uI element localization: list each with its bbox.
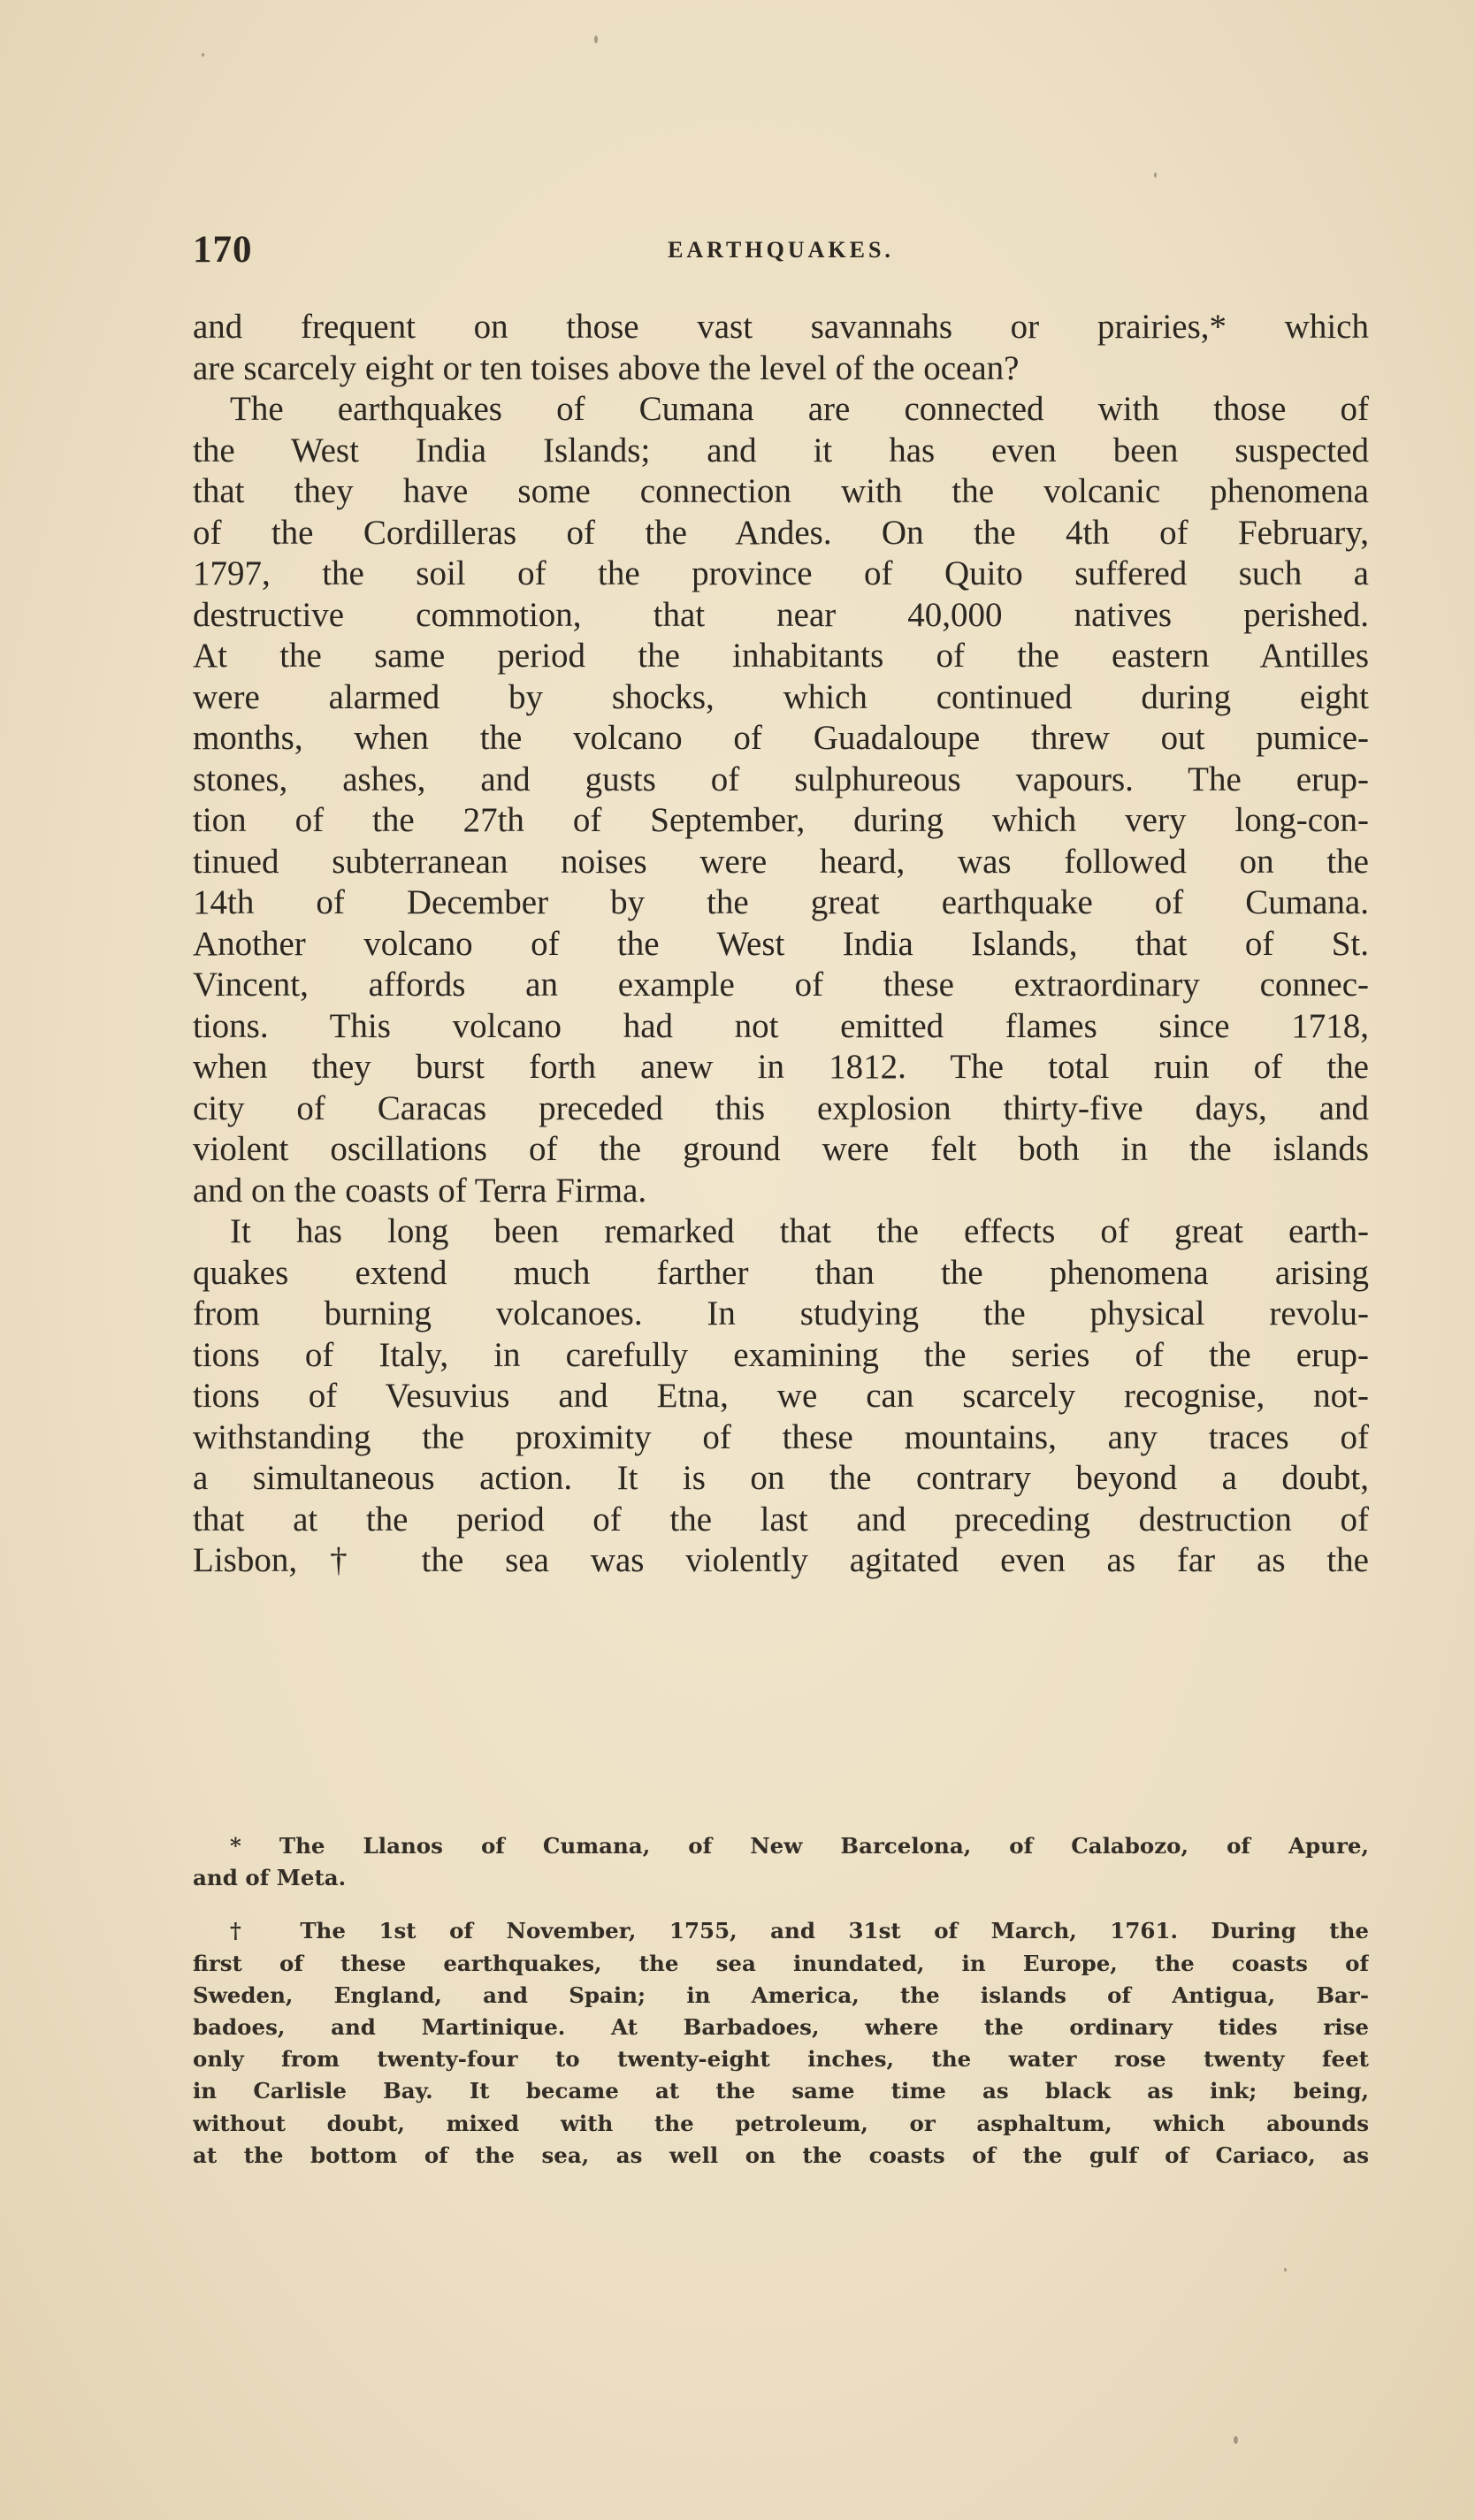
text-line: tions of Vesuvius and Etna, we can scarcely recognise, not-: [193, 1377, 1369, 1415]
footnote-gap: [193, 1894, 1369, 1915]
footnote-line: † The 1st of November, 1755, and 31st of March, 1761. During the: [230, 1918, 1369, 1944]
text-line: tions of Italy, in carefully examining the series of the erup-: [193, 1335, 1369, 1374]
text-line: At the same period the inhabitants of the eastern Antilles: [193, 637, 1369, 675]
text-line: withstanding the proximity of these mountains, any traces of: [193, 1417, 1369, 1456]
text-line: the West India Islands; and it has even been suspected: [193, 431, 1369, 470]
text-line: Another volcano of the West India Islands, that of St.: [193, 924, 1369, 963]
footnote-line: * The Llanos of Cumana, of New Barcelona, of Calabozo, of Apure,: [230, 1833, 1369, 1859]
text-line: months, when the volcano of Guadaloupe threw out pumice-: [193, 719, 1369, 757]
footnote-line: in Carlisle Bay. It became at the same time as black as ink; being,: [193, 2078, 1369, 2104]
text-line: The earthquakes of Cumana are connected with those of: [230, 390, 1369, 428]
footnote-line: Sweden, England, and Spain; in America, the islands of Antigua, Bar-: [193, 1982, 1369, 2008]
text-line: tinued subterranean noises were heard, was followed on the: [193, 842, 1369, 881]
text-line: Lisbon,† the sea was violently agitated even as far as the: [193, 1541, 1369, 1579]
page-header: [193, 228, 1369, 272]
text-line: 14th of December by the great earthquake of Cumana.: [193, 883, 1369, 921]
footnote-line: and of Meta.: [193, 1865, 347, 1891]
text-line: when they burst forth anew in 1812. The total ruin of the: [193, 1048, 1369, 1086]
page-number: 170: [193, 229, 253, 271]
footnote-line: first of these earthquakes, the sea inundated, in Europe, the coasts of: [193, 1950, 1369, 1976]
footnotes: [193, 1830, 1369, 2172]
text-line: It has long been remarked that the effects of great earth-: [230, 1212, 1369, 1250]
text-line: are scarcely eight or ten toises above the level of the ocean?: [193, 348, 1020, 387]
body-text: [193, 307, 1369, 1582]
text-line: from burning volcanoes. In studying the physical revolu-: [193, 1294, 1369, 1333]
text-line: a simultaneous action. It is on the contrary beyond a doubt,: [193, 1459, 1369, 1497]
text-line: that they have some connection with the volcanic phenomena: [193, 472, 1369, 510]
text-line: and frequent on those vast savannahs or prairies,* which: [193, 308, 1369, 346]
running-head: EARTHQUAKES.: [668, 237, 894, 263]
text-line: quakes extend much farther than the phenomena arising: [193, 1253, 1369, 1292]
footnote-line: at the bottom of the sea, as well on the coasts of the gulf of Cariaco, as: [193, 2142, 1369, 2168]
text-line: and on the coasts of Terra Firma.: [193, 1171, 647, 1210]
footnote-line: without doubt, mixed with the petroleum, or asphaltum, which abounds: [193, 2110, 1369, 2136]
text-line: Vincent, affords an example of these extraordinary connec-: [193, 966, 1369, 1004]
text-line: tions. This volcano had not emitted flames since 1718,: [193, 1006, 1369, 1045]
text-line: destructive commotion, that near 40,000 natives perished.: [193, 595, 1369, 634]
footnote-line: only from twenty-four to twenty-eight inches, the water rose twenty feet: [193, 2046, 1369, 2073]
footnote-line: badoes, and Martinique. At Barbadoes, where the ordinary tides rise: [193, 2013, 1369, 2040]
text-line: tion of the 27th of September, during which very long-con-: [193, 801, 1369, 839]
text-line: city of Caracas preceded this explosion thirty-five days, and: [193, 1088, 1369, 1127]
text-line: that at the period of the last and preceding destruction of: [193, 1500, 1369, 1539]
text-line: 1797, the soil of the province of Quito suffered such a: [193, 554, 1369, 592]
text-line: of the Cordilleras of the Andes. On the 4th of February,: [193, 513, 1369, 552]
text-line: were alarmed by shocks, which continued during eight: [193, 677, 1369, 716]
text-line: violent oscillations of the ground were felt both in the islands: [193, 1130, 1369, 1168]
text-line: stones, ashes, and gusts of sulphureous vapours. The erup-: [193, 760, 1369, 798]
